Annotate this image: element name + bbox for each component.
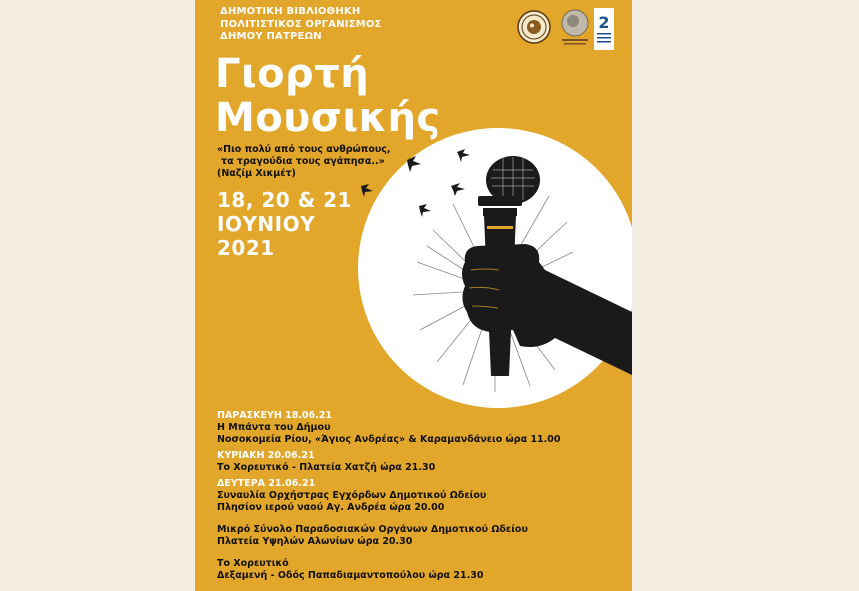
title-line: Μουσικής xyxy=(215,95,441,141)
program-event: Η Μπάντα του Δήμου xyxy=(217,422,331,433)
dates-line: ΙΟΥΝΙΟΥ xyxy=(217,212,316,236)
title-line: Γιορτή xyxy=(215,51,370,97)
event-program xyxy=(217,410,627,582)
quote-line: τα τραγούδια τους αγάπησα..» xyxy=(221,156,385,167)
event-poster xyxy=(195,0,632,591)
program-event: Δεξαμενή - Οδός Παπαδιαμαντοπούλου ώρα 21.30 xyxy=(217,570,484,581)
program-day-label: ΠΑΡΑΣΚΕΥΗ 18.06.21 xyxy=(217,410,332,421)
program-event: Πλησίον ιερού ναού Αγ. Ανδρέα ώρα 20.00 xyxy=(217,502,445,513)
event-dates xyxy=(217,188,352,260)
quote-block xyxy=(217,144,391,180)
program-day-label: ΔΕΥΤΕΡΑ 21.06.21 xyxy=(217,478,316,489)
hand-silhouette xyxy=(462,244,632,375)
organization-line: ΔΗΜΟΤΙΚΗ ΒΙΒΛΙΟΘΗΚΗ xyxy=(220,6,361,17)
dates-line: 18, 20 & 21 xyxy=(217,188,352,212)
quote-author: (Ναζίμ Χικμέτ) xyxy=(217,168,296,179)
program-day-label: ΚΥΡΙΑΚΗ 20.06.21 xyxy=(217,450,315,461)
quote-line: «Πιο πολύ από τους ανθρώπους, xyxy=(217,144,391,155)
anniversary-number: 2 xyxy=(598,13,610,32)
program-event: Το Χορευτικό - Πλατεία Χατζή ώρα 21.30 xyxy=(217,462,436,473)
organization-line: ΠΟΛΙΤΙΣΤΙΚΟΣ ΟΡΓΑΝΙΣΜΟΣ xyxy=(220,18,382,30)
program-event: Πλατεία Υψηλών Αλωνίων ώρα 20.30 xyxy=(217,536,413,547)
program-event: Το Χορευτικό xyxy=(217,558,289,569)
program-event: Μικρό Σύνολο Παραδοσιακών Οργάνων Δημοτικού Ωδείου xyxy=(217,524,528,535)
organization-line: ΔΗΜΟΥ ΠΑΤΡΕΩΝ xyxy=(220,31,322,42)
dates-line: 2021 xyxy=(217,236,275,260)
program-event: Συναυλία Ορχήστρας Εγχόρδων Δημοτικού Ωδείου xyxy=(217,490,487,501)
program-event: Νοσοκομεία Ρίου, «Άγιος Ανδρέας» & Καραμανδάνειο ώρα 11.00 xyxy=(217,434,561,445)
microphone-head xyxy=(478,156,540,216)
